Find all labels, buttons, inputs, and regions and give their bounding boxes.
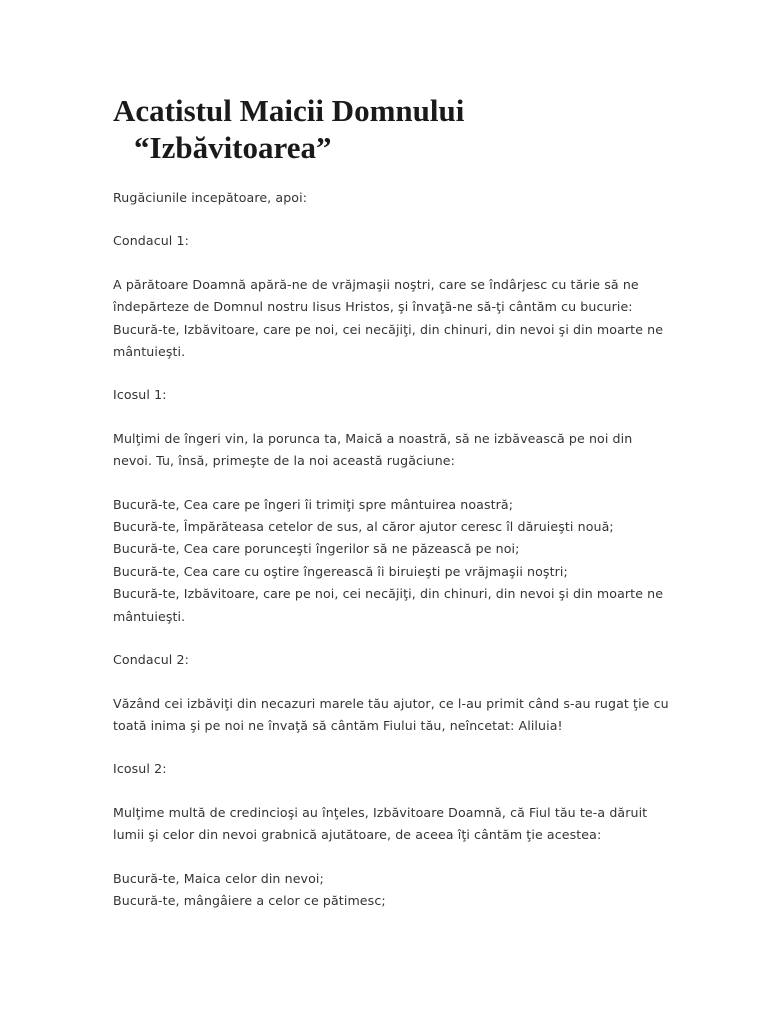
icos-1-text: Mulţimi de îngeri vin, la porunca ta, Maică a noastră, să ne izbăvească pe noi din nevoi. Tu, însă, primeşte de la noi această rugăciune: [113,430,633,469]
document-page [113,92,673,933]
icos-1-heading: Icosul 1: [113,387,167,403]
intro-paragraph: Rugăciunile incepătoare, apoi: [113,190,308,205]
icos-2-heading: Icosul 2: [113,761,167,777]
verse-line: Bucură-te, Maica celor din nevoi; [113,870,324,886]
condac-1-heading: Condacul 1: [113,233,189,249]
condac-2-text: Văzând cei izbăviţi din necazuri marele tău ajutor, ce l-au primit când s-au rugat ţie cu toată inima şi pe noi ne învaţă să cântăm Fiului tău, neîncetat: Aliluia! [113,695,669,733]
verse-line: Bucură-te, Împărăteasa cetelor de sus, al căror ajutor ceresc îl dăruieşti nouă; [113,519,614,535]
verse-line: Bucură-te, Izbăvitoare, care pe noi, cei necăjiţi, din chinuri, din nevoi şi din moarte ne mântuieşti. [113,586,664,624]
title-line-1: Acatistul Maicii Domnului [113,93,465,128]
verse-line: Bucură-te, Cea care pe îngeri îi trimiţi spre mântuirea noastră; [113,496,514,512]
verse-line: Bucură-te, mângâiere a celor ce pătimesc; [113,892,386,908]
condac-2-heading: Condacul 2: [113,652,189,668]
icos-1-verses [113,494,673,628]
document-title [113,92,673,166]
document-body [113,187,673,912]
title-line-2: “Izbăvitoarea” [134,130,332,165]
verse-line: Bucură-te, Cea care cu oştire îngerească îi biruieşti pe vrăjmaşii noştri; [113,563,568,579]
icos-2-text: Mulţime multă de credincioşi au înţeles, Izbăvitoare Doamnă, că Fiul tău te-a dăruit lumii şi celor din nevoi grabnică ajutătoare, de aceea îţi cântăm ţie acestea: [113,804,648,843]
condac-1-text: A părătoare Doamnă apără-ne de vrăjmaşii noştri, care se îndârjesc cu tărie să ne îndepărteze de Domnul nostru Iisus Hristos, şi învaţă-ne să-ţi cântăm cu bucurie: Bucură-te, Izbăvitoare, care pe noi, cei necăjiţi, din chinuri, din nevoi şi din moarte ne mântuieşti. [113,276,664,360]
verse-line: Bucură-te, Cea care porunceşti îngerilor să ne păzească pe noi; [113,541,520,557]
icos-2-verses [113,868,673,913]
